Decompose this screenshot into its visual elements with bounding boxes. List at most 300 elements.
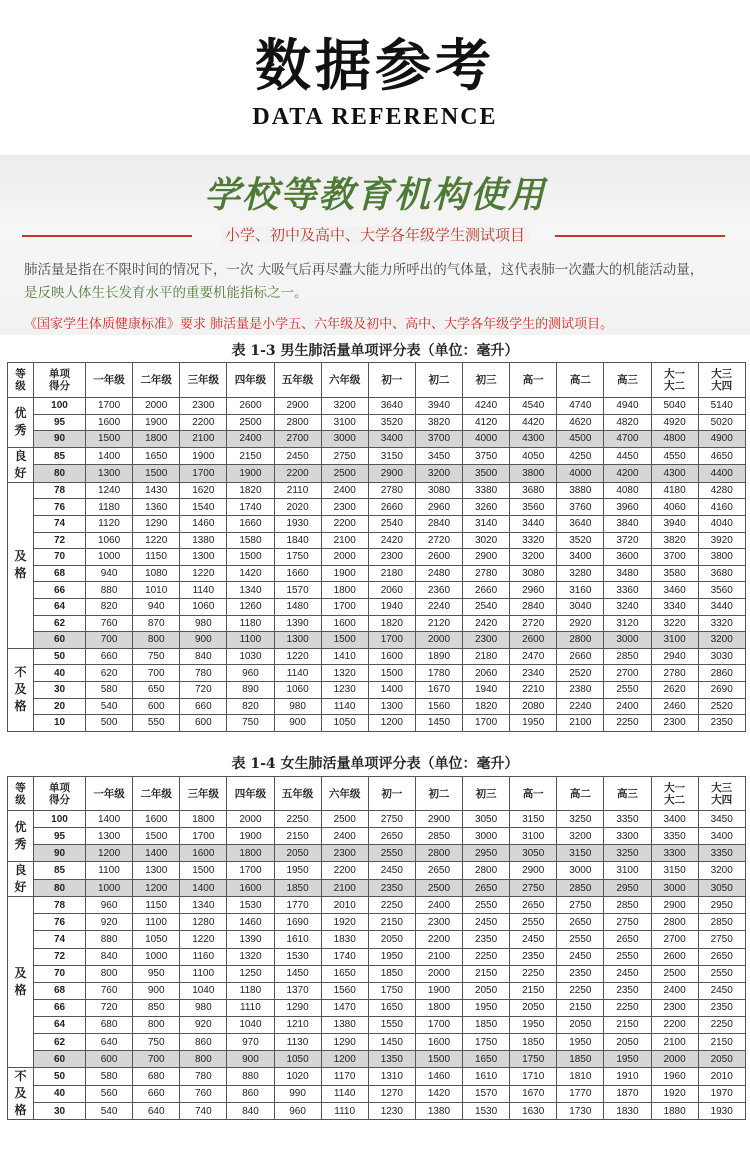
- value-cell: 2660: [557, 648, 604, 665]
- value-cell: 2750: [321, 447, 368, 465]
- score-cell: 95: [34, 828, 86, 845]
- table-row: [8, 549, 746, 566]
- value-cell: 2350: [368, 879, 415, 897]
- value-cell: 2550: [463, 897, 510, 914]
- value-cell: 560: [86, 1085, 133, 1102]
- value-cell: 1290: [321, 1034, 368, 1051]
- value-cell: 1340: [227, 582, 274, 599]
- value-cell: 680: [133, 1068, 180, 1085]
- score-cell: 60: [34, 632, 86, 649]
- value-cell: 1900: [321, 565, 368, 582]
- header-grade: 初三: [463, 777, 510, 811]
- value-cell: 2000: [415, 632, 462, 649]
- value-cell: 3440: [698, 598, 745, 615]
- value-cell: 2180: [368, 565, 415, 582]
- value-cell: 1120: [86, 515, 133, 532]
- value-cell: 3200: [557, 828, 604, 845]
- value-cell: 950: [133, 965, 180, 982]
- value-cell: 1820: [463, 698, 510, 715]
- value-cell: 2450: [557, 948, 604, 965]
- value-cell: 2300: [368, 549, 415, 566]
- value-cell: 1280: [180, 914, 227, 931]
- value-cell: 2550: [604, 681, 651, 698]
- value-cell: 4920: [651, 414, 698, 431]
- header-grade: 二年级: [133, 363, 180, 398]
- value-cell: 3520: [368, 414, 415, 431]
- value-cell: 1180: [227, 615, 274, 632]
- value-cell: 3440: [510, 515, 557, 532]
- value-cell: 2850: [415, 828, 462, 845]
- header-grade: 高二: [557, 777, 604, 811]
- score-cell: 62: [34, 615, 86, 632]
- score-cell: 85: [34, 862, 86, 880]
- value-cell: 2300: [415, 914, 462, 931]
- value-cell: 1240: [86, 482, 133, 499]
- header-grade: 初二: [415, 777, 462, 811]
- value-cell: 3150: [651, 862, 698, 880]
- score-cell: 62: [34, 1034, 86, 1051]
- value-cell: 2850: [557, 879, 604, 897]
- value-cell: 3700: [651, 549, 698, 566]
- value-cell: 1200: [133, 879, 180, 897]
- value-cell: 2500: [227, 414, 274, 431]
- value-cell: 3400: [557, 549, 604, 566]
- value-cell: 3760: [557, 499, 604, 516]
- value-cell: 3320: [510, 532, 557, 549]
- value-cell: 4550: [651, 447, 698, 465]
- value-cell: 2690: [698, 681, 745, 698]
- table-row: [8, 648, 746, 665]
- value-cell: 2000: [227, 811, 274, 828]
- value-cell: 1050: [321, 715, 368, 732]
- value-cell: 3200: [321, 398, 368, 415]
- value-cell: 1600: [86, 414, 133, 431]
- value-cell: 2200: [415, 931, 462, 948]
- value-cell: 780: [180, 665, 227, 682]
- table-row: [8, 431, 746, 448]
- level-cell: 不 及 格: [8, 648, 34, 731]
- value-cell: 2340: [510, 665, 557, 682]
- value-cell: 970: [227, 1034, 274, 1051]
- value-cell: 2540: [368, 515, 415, 532]
- value-cell: 3700: [415, 431, 462, 448]
- value-cell: 3560: [698, 582, 745, 599]
- header-grade: 高一: [510, 777, 557, 811]
- value-cell: 1650: [321, 965, 368, 982]
- value-cell: 3000: [557, 862, 604, 880]
- value-cell: 1730: [557, 1102, 604, 1119]
- value-cell: 3260: [463, 499, 510, 516]
- value-cell: 2200: [651, 1016, 698, 1033]
- value-cell: 2400: [321, 828, 368, 845]
- value-cell: 1900: [133, 414, 180, 431]
- value-cell: 2000: [133, 398, 180, 415]
- value-cell: 3120: [604, 615, 651, 632]
- value-cell: 2700: [274, 431, 321, 448]
- value-cell: 3000: [651, 879, 698, 897]
- value-cell: 2350: [557, 965, 604, 982]
- divider-text: 小学、初中及高中、大学各年级学生测试项目: [221, 226, 529, 244]
- value-cell: 3200: [698, 632, 745, 649]
- table-row: [8, 615, 746, 632]
- value-cell: 2150: [510, 982, 557, 999]
- value-cell: 3200: [698, 862, 745, 880]
- value-cell: 2470: [510, 648, 557, 665]
- score-cell: 80: [34, 465, 86, 483]
- value-cell: 3400: [698, 828, 745, 845]
- value-cell: 860: [180, 1034, 227, 1051]
- value-cell: 900: [227, 1051, 274, 1068]
- value-cell: 2800: [274, 414, 321, 431]
- value-cell: 1930: [698, 1102, 745, 1119]
- value-cell: 1450: [368, 1034, 415, 1051]
- value-cell: 750: [133, 648, 180, 665]
- value-cell: 880: [86, 582, 133, 599]
- value-cell: 540: [86, 698, 133, 715]
- value-cell: 980: [274, 698, 321, 715]
- value-cell: 2200: [274, 465, 321, 483]
- value-cell: 2200: [321, 515, 368, 532]
- value-cell: 700: [86, 632, 133, 649]
- value-cell: 3080: [415, 482, 462, 499]
- value-cell: 2300: [180, 398, 227, 415]
- value-cell: 1230: [368, 1102, 415, 1119]
- value-cell: 1600: [133, 811, 180, 828]
- value-cell: 540: [86, 1102, 133, 1119]
- score-cell: 66: [34, 582, 86, 599]
- value-cell: 3250: [557, 811, 604, 828]
- table-row: [8, 698, 746, 715]
- value-cell: 5140: [698, 398, 745, 415]
- value-cell: 4540: [510, 398, 557, 415]
- value-cell: 3300: [651, 845, 698, 862]
- value-cell: 2000: [321, 549, 368, 566]
- table-row: [8, 948, 746, 965]
- value-cell: 4240: [463, 398, 510, 415]
- table-row: [8, 681, 746, 698]
- value-cell: 2800: [415, 845, 462, 862]
- value-cell: 2750: [510, 879, 557, 897]
- value-cell: 620: [86, 665, 133, 682]
- value-cell: 1950: [510, 1016, 557, 1033]
- value-cell: 990: [274, 1085, 321, 1102]
- table-row: [8, 828, 746, 845]
- value-cell: 550: [133, 715, 180, 732]
- value-cell: 3400: [651, 811, 698, 828]
- value-cell: 2180: [463, 648, 510, 665]
- value-cell: 1320: [227, 948, 274, 965]
- score-cell: 64: [34, 1016, 86, 1033]
- value-cell: 1200: [368, 715, 415, 732]
- value-cell: 1460: [180, 515, 227, 532]
- value-cell: 3400: [368, 431, 415, 448]
- value-cell: 1700: [463, 715, 510, 732]
- value-cell: 3350: [604, 811, 651, 828]
- value-cell: 580: [86, 681, 133, 698]
- value-cell: 760: [86, 615, 133, 632]
- value-cell: 4180: [651, 482, 698, 499]
- value-cell: 2650: [510, 897, 557, 914]
- value-cell: 2500: [321, 465, 368, 483]
- value-cell: 3300: [604, 828, 651, 845]
- score-cell: 68: [34, 565, 86, 582]
- value-cell: 600: [180, 715, 227, 732]
- value-cell: 2860: [698, 665, 745, 682]
- header-grade: 初一: [368, 777, 415, 811]
- value-cell: 2900: [651, 897, 698, 914]
- value-cell: 1100: [86, 862, 133, 880]
- value-cell: 3680: [510, 482, 557, 499]
- value-cell: 1700: [415, 1016, 462, 1033]
- value-cell: 2900: [510, 862, 557, 880]
- value-cell: 1830: [604, 1102, 651, 1119]
- value-cell: 1200: [321, 1051, 368, 1068]
- value-cell: 660: [133, 1085, 180, 1102]
- value-cell: 1700: [368, 632, 415, 649]
- value-cell: 2650: [415, 862, 462, 880]
- value-cell: 750: [133, 1034, 180, 1051]
- value-cell: 1420: [227, 565, 274, 582]
- value-cell: 1450: [415, 715, 462, 732]
- table-row: [8, 845, 746, 862]
- value-cell: 1620: [180, 482, 227, 499]
- value-cell: 800: [86, 965, 133, 982]
- header-grade: 四年级: [227, 363, 274, 398]
- value-cell: 2600: [415, 549, 462, 566]
- value-cell: 2100: [557, 715, 604, 732]
- value-cell: 2150: [698, 1034, 745, 1051]
- value-cell: 1100: [133, 914, 180, 931]
- value-cell: 1530: [274, 948, 321, 965]
- value-cell: 1340: [180, 897, 227, 914]
- table-row: [8, 1016, 746, 1033]
- value-cell: 1210: [274, 1016, 321, 1033]
- table-row: [8, 982, 746, 999]
- value-cell: 3050: [463, 811, 510, 828]
- value-cell: 3000: [321, 431, 368, 448]
- value-cell: 1610: [463, 1068, 510, 1085]
- value-cell: 4740: [557, 398, 604, 415]
- value-cell: 1630: [510, 1102, 557, 1119]
- value-cell: 820: [86, 598, 133, 615]
- value-cell: 4820: [604, 414, 651, 431]
- score-cell: 78: [34, 897, 86, 914]
- obscured-glyph: 蠹: [581, 262, 596, 278]
- table-row: [8, 414, 746, 431]
- value-cell: 2000: [415, 965, 462, 982]
- table-row: [8, 862, 746, 880]
- value-cell: 2800: [651, 914, 698, 931]
- value-cell: 2500: [415, 879, 462, 897]
- table-row: [8, 879, 746, 897]
- value-cell: 2850: [604, 897, 651, 914]
- value-cell: 4080: [604, 482, 651, 499]
- header-score: 单项 得分: [34, 777, 86, 811]
- score-cell: 30: [34, 1102, 86, 1119]
- score-cell: 40: [34, 665, 86, 682]
- score-cell: 90: [34, 431, 86, 448]
- value-cell: 1030: [227, 648, 274, 665]
- table-row: [8, 999, 746, 1016]
- value-cell: 3800: [510, 465, 557, 483]
- header-college-1: 大一 大二: [651, 777, 698, 811]
- value-cell: 2900: [463, 549, 510, 566]
- value-cell: 2780: [651, 665, 698, 682]
- value-cell: 980: [180, 615, 227, 632]
- header-level: 等 级: [8, 363, 34, 398]
- table-row: [8, 811, 746, 828]
- value-cell: 1150: [133, 897, 180, 914]
- value-cell: 1960: [651, 1068, 698, 1085]
- score-cell: 76: [34, 914, 86, 931]
- value-cell: 1650: [463, 1051, 510, 1068]
- value-cell: 1970: [698, 1085, 745, 1102]
- score-cell: 95: [34, 414, 86, 431]
- standard-note: 《国家学生体质健康标准》要求 肺活量是小学五、六年级及初中、高中、大学各年级学生的测试项目。: [24, 317, 614, 332]
- value-cell: 2100: [321, 879, 368, 897]
- value-cell: 1180: [86, 499, 133, 516]
- value-cell: 1660: [227, 515, 274, 532]
- value-cell: 3080: [510, 565, 557, 582]
- header-grade: 高三: [604, 777, 651, 811]
- value-cell: 1850: [463, 1016, 510, 1033]
- value-cell: 2650: [463, 879, 510, 897]
- header-grade: 初三: [463, 363, 510, 398]
- score-cell: 74: [34, 931, 86, 948]
- score-cell: 40: [34, 1085, 86, 1102]
- value-cell: 3320: [698, 615, 745, 632]
- value-cell: 660: [86, 648, 133, 665]
- value-cell: 2400: [227, 431, 274, 448]
- value-cell: 2110: [274, 482, 321, 499]
- value-cell: 1930: [274, 515, 321, 532]
- value-cell: 1770: [274, 897, 321, 914]
- value-cell: 2900: [368, 465, 415, 483]
- value-cell: 1870: [604, 1085, 651, 1102]
- value-cell: 1380: [180, 532, 227, 549]
- level-cell: 及 格: [8, 897, 34, 1068]
- value-cell: 2300: [321, 499, 368, 516]
- value-cell: 2350: [510, 948, 557, 965]
- value-cell: 3020: [463, 532, 510, 549]
- value-cell: 1500: [415, 1051, 462, 1068]
- value-cell: 1370: [274, 982, 321, 999]
- value-cell: 1940: [368, 598, 415, 615]
- value-cell: 1400: [180, 879, 227, 897]
- value-cell: 2750: [698, 931, 745, 948]
- banner-title: 学校等教育机构使用: [203, 174, 546, 216]
- value-cell: 2550: [368, 845, 415, 862]
- value-cell: 2660: [463, 582, 510, 599]
- value-cell: 2650: [604, 931, 651, 948]
- value-cell: 1800: [227, 845, 274, 862]
- value-cell: 2450: [463, 914, 510, 931]
- value-cell: 2100: [415, 948, 462, 965]
- value-cell: 1100: [180, 965, 227, 982]
- value-cell: 2010: [698, 1068, 745, 1085]
- value-cell: 2210: [510, 681, 557, 698]
- value-cell: 1950: [604, 1051, 651, 1068]
- value-cell: 3350: [698, 845, 745, 862]
- value-cell: 2450: [698, 982, 745, 999]
- value-cell: 2660: [368, 499, 415, 516]
- value-cell: 1130: [274, 1034, 321, 1051]
- header-grade: 二年级: [133, 777, 180, 811]
- value-cell: 1500: [133, 465, 180, 483]
- table-row: [8, 1102, 746, 1119]
- value-cell: 2480: [415, 565, 462, 582]
- score-cell: 66: [34, 999, 86, 1016]
- value-cell: 1700: [227, 862, 274, 880]
- value-cell: 1400: [133, 845, 180, 862]
- value-cell: 640: [133, 1102, 180, 1119]
- value-cell: 3520: [557, 532, 604, 549]
- value-cell: 1010: [133, 582, 180, 599]
- value-cell: 2780: [368, 482, 415, 499]
- value-cell: 1800: [133, 431, 180, 448]
- value-cell: 1000: [133, 948, 180, 965]
- value-cell: 2050: [510, 999, 557, 1016]
- value-cell: 2250: [698, 1016, 745, 1033]
- table-row: [8, 398, 746, 415]
- value-cell: 820: [227, 698, 274, 715]
- value-cell: 920: [86, 914, 133, 931]
- value-cell: 2600: [651, 948, 698, 965]
- value-cell: 800: [133, 632, 180, 649]
- value-cell: 3940: [651, 515, 698, 532]
- value-cell: 2000: [651, 1051, 698, 1068]
- value-cell: 1820: [368, 615, 415, 632]
- value-cell: 900: [274, 715, 321, 732]
- value-cell: 660: [180, 698, 227, 715]
- value-cell: 3350: [651, 828, 698, 845]
- header-level: 等 级: [8, 777, 34, 811]
- value-cell: 880: [227, 1068, 274, 1085]
- value-cell: 3160: [557, 582, 604, 599]
- value-cell: 3940: [415, 398, 462, 415]
- value-cell: 1750: [463, 1034, 510, 1051]
- value-cell: 4500: [557, 431, 604, 448]
- value-cell: 2240: [557, 698, 604, 715]
- value-cell: 960: [86, 897, 133, 914]
- value-cell: 1410: [321, 648, 368, 665]
- header-score: 单项 得分: [34, 363, 86, 398]
- value-cell: 960: [227, 665, 274, 682]
- value-cell: 1250: [227, 965, 274, 982]
- value-cell: 2150: [604, 1016, 651, 1033]
- value-cell: 3880: [557, 482, 604, 499]
- value-cell: 1850: [557, 1051, 604, 1068]
- value-cell: 2080: [510, 698, 557, 715]
- value-cell: 760: [180, 1085, 227, 1102]
- value-cell: 1800: [180, 811, 227, 828]
- table-row: [8, 931, 746, 948]
- value-cell: 1300: [274, 632, 321, 649]
- score-cell: 72: [34, 532, 86, 549]
- value-cell: 600: [133, 698, 180, 715]
- value-cell: 3600: [604, 549, 651, 566]
- value-cell: 1910: [604, 1068, 651, 1085]
- value-cell: 1900: [180, 447, 227, 465]
- table-row: [8, 515, 746, 532]
- score-cell: 10: [34, 715, 86, 732]
- value-cell: 1780: [415, 665, 462, 682]
- value-cell: 1060: [274, 681, 321, 698]
- header-grade: 初二: [415, 363, 462, 398]
- value-cell: 2840: [415, 515, 462, 532]
- value-cell: 2250: [510, 965, 557, 982]
- value-cell: 1900: [227, 828, 274, 845]
